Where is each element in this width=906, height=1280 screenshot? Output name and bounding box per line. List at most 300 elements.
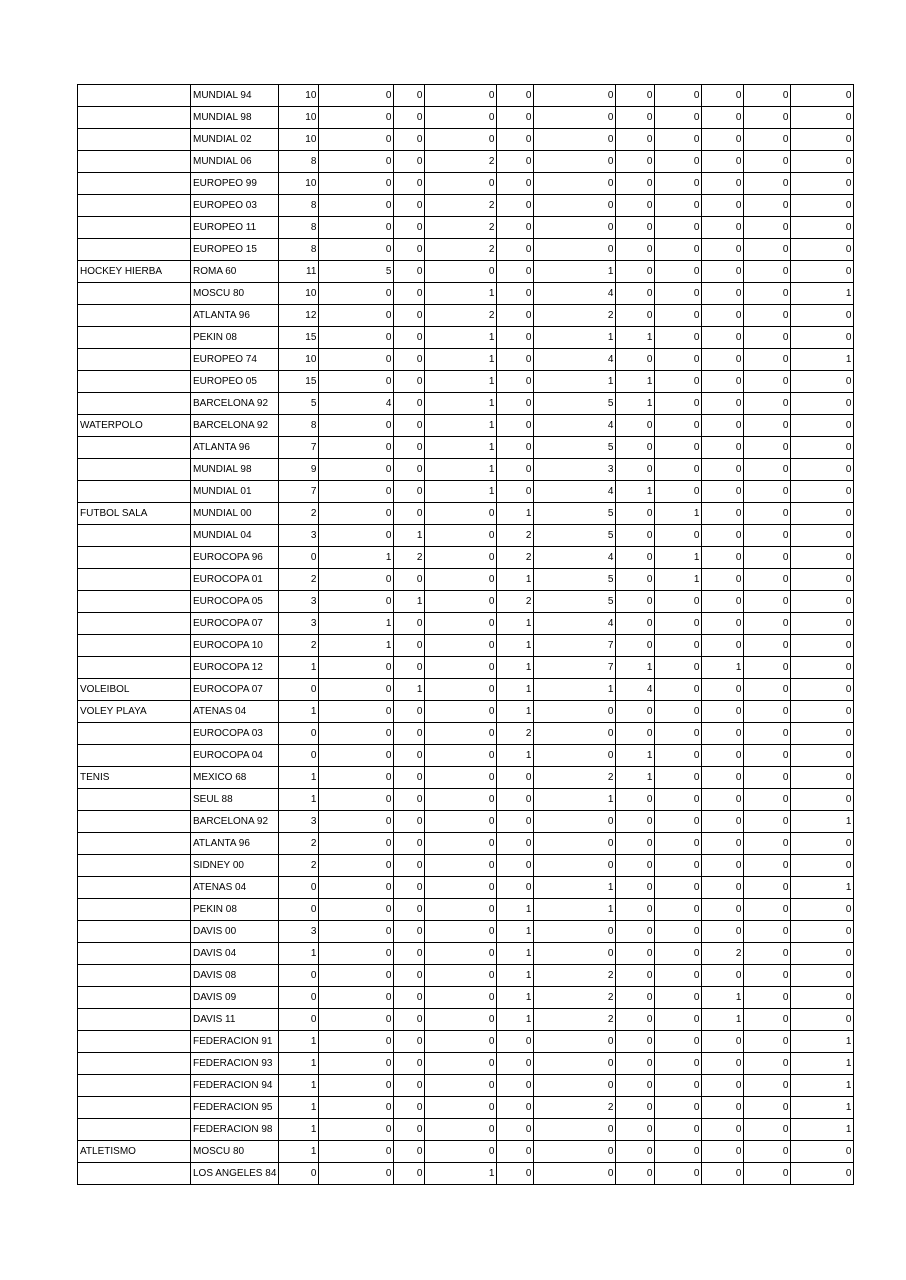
value-cell[interactable]: 0 xyxy=(655,349,702,371)
value-cell[interactable]: 0 xyxy=(497,85,534,107)
value-cell[interactable]: 1 xyxy=(394,525,425,547)
value-cell[interactable]: 0 xyxy=(655,1009,702,1031)
value-cell[interactable]: 3 xyxy=(279,921,319,943)
value-cell[interactable]: 0 xyxy=(791,327,854,349)
value-cell[interactable]: 0 xyxy=(744,283,791,305)
value-cell[interactable]: 5 xyxy=(534,393,616,415)
value-cell[interactable]: 0 xyxy=(655,217,702,239)
value-cell[interactable]: 0 xyxy=(319,283,394,305)
event-cell[interactable]: EUROCOPA 01 xyxy=(191,569,279,591)
value-cell[interactable]: 0 xyxy=(791,261,854,283)
value-cell[interactable]: 0 xyxy=(616,195,655,217)
sport-cell[interactable]: WATERPOLO xyxy=(78,415,191,437)
sport-cell[interactable] xyxy=(78,899,191,921)
value-cell[interactable]: 0 xyxy=(791,701,854,723)
value-cell[interactable]: 0 xyxy=(791,1141,854,1163)
value-cell[interactable]: 0 xyxy=(791,965,854,987)
value-cell[interactable]: 0 xyxy=(534,701,616,723)
value-cell[interactable]: 0 xyxy=(702,349,744,371)
value-cell[interactable]: 0 xyxy=(744,239,791,261)
value-cell[interactable]: 0 xyxy=(616,965,655,987)
sport-cell[interactable] xyxy=(78,657,191,679)
value-cell[interactable]: 0 xyxy=(702,1075,744,1097)
value-cell[interactable]: 0 xyxy=(534,745,616,767)
value-cell[interactable]: 0 xyxy=(425,569,497,591)
value-cell[interactable]: 0 xyxy=(791,393,854,415)
sport-cell[interactable] xyxy=(78,1075,191,1097)
value-cell[interactable]: 0 xyxy=(394,657,425,679)
value-cell[interactable]: 0 xyxy=(394,1141,425,1163)
value-cell[interactable]: 1 xyxy=(279,943,319,965)
value-cell[interactable]: 0 xyxy=(702,129,744,151)
value-cell[interactable]: 1 xyxy=(497,921,534,943)
value-cell[interactable]: 15 xyxy=(279,371,319,393)
value-cell[interactable]: 0 xyxy=(497,195,534,217)
sport-cell[interactable] xyxy=(78,481,191,503)
event-cell[interactable]: SEUL 88 xyxy=(191,789,279,811)
value-cell[interactable]: 0 xyxy=(702,173,744,195)
value-cell[interactable]: 0 xyxy=(655,943,702,965)
value-cell[interactable]: 5 xyxy=(534,525,616,547)
sport-cell[interactable] xyxy=(78,1009,191,1031)
value-cell[interactable]: 0 xyxy=(534,1141,616,1163)
value-cell[interactable]: 0 xyxy=(319,701,394,723)
event-cell[interactable]: EUROCOPA 10 xyxy=(191,635,279,657)
event-cell[interactable]: PEKIN 08 xyxy=(191,899,279,921)
event-cell[interactable]: MEXICO 68 xyxy=(191,767,279,789)
value-cell[interactable]: 2 xyxy=(279,635,319,657)
event-cell[interactable]: EUROCOPA 05 xyxy=(191,591,279,613)
value-cell[interactable]: 0 xyxy=(744,811,791,833)
value-cell[interactable]: 0 xyxy=(655,261,702,283)
value-cell[interactable]: 0 xyxy=(616,283,655,305)
value-cell[interactable]: 0 xyxy=(319,987,394,1009)
value-cell[interactable]: 0 xyxy=(791,459,854,481)
sport-cell[interactable] xyxy=(78,635,191,657)
sport-cell[interactable] xyxy=(78,921,191,943)
value-cell[interactable]: 0 xyxy=(279,899,319,921)
value-cell[interactable]: 0 xyxy=(655,833,702,855)
value-cell[interactable]: 0 xyxy=(425,701,497,723)
value-cell[interactable]: 0 xyxy=(744,349,791,371)
value-cell[interactable]: 0 xyxy=(655,767,702,789)
value-cell[interactable]: 0 xyxy=(616,569,655,591)
value-cell[interactable]: 0 xyxy=(394,129,425,151)
value-cell[interactable]: 1 xyxy=(425,415,497,437)
sport-cell[interactable] xyxy=(78,943,191,965)
value-cell[interactable]: 4 xyxy=(534,415,616,437)
value-cell[interactable]: 10 xyxy=(279,107,319,129)
value-cell[interactable]: 0 xyxy=(702,107,744,129)
value-cell[interactable]: 0 xyxy=(425,811,497,833)
value-cell[interactable]: 0 xyxy=(394,415,425,437)
value-cell[interactable]: 0 xyxy=(744,701,791,723)
value-cell[interactable]: 0 xyxy=(744,503,791,525)
value-cell[interactable]: 0 xyxy=(425,921,497,943)
value-cell[interactable]: 0 xyxy=(702,459,744,481)
value-cell[interactable]: 0 xyxy=(744,525,791,547)
value-cell[interactable]: 0 xyxy=(791,305,854,327)
value-cell[interactable]: 0 xyxy=(791,1009,854,1031)
value-cell[interactable]: 1 xyxy=(534,789,616,811)
value-cell[interactable]: 0 xyxy=(394,899,425,921)
value-cell[interactable]: 2 xyxy=(394,547,425,569)
value-cell[interactable]: 0 xyxy=(791,547,854,569)
sport-cell[interactable] xyxy=(78,195,191,217)
value-cell[interactable]: 1 xyxy=(319,547,394,569)
sport-cell[interactable] xyxy=(78,965,191,987)
sport-cell[interactable] xyxy=(78,1053,191,1075)
value-cell[interactable]: 0 xyxy=(319,107,394,129)
event-cell[interactable]: BARCELONA 92 xyxy=(191,415,279,437)
value-cell[interactable]: 0 xyxy=(791,525,854,547)
value-cell[interactable]: 0 xyxy=(394,855,425,877)
value-cell[interactable]: 5 xyxy=(534,569,616,591)
value-cell[interactable]: 0 xyxy=(791,899,854,921)
value-cell[interactable]: 0 xyxy=(744,569,791,591)
event-cell[interactable]: EUROPEO 99 xyxy=(191,173,279,195)
value-cell[interactable]: 4 xyxy=(534,283,616,305)
value-cell[interactable]: 0 xyxy=(744,987,791,1009)
value-cell[interactable]: 0 xyxy=(497,1097,534,1119)
value-cell[interactable]: 0 xyxy=(655,657,702,679)
value-cell[interactable]: 10 xyxy=(279,173,319,195)
value-cell[interactable]: 0 xyxy=(744,129,791,151)
value-cell[interactable]: 0 xyxy=(655,1053,702,1075)
value-cell[interactable]: 0 xyxy=(425,657,497,679)
value-cell[interactable]: 0 xyxy=(791,833,854,855)
value-cell[interactable]: 0 xyxy=(655,481,702,503)
value-cell[interactable]: 0 xyxy=(319,305,394,327)
value-cell[interactable]: 1 xyxy=(497,503,534,525)
sport-cell[interactable] xyxy=(78,987,191,1009)
value-cell[interactable]: 1 xyxy=(279,701,319,723)
value-cell[interactable]: 2 xyxy=(534,767,616,789)
value-cell[interactable]: 0 xyxy=(655,723,702,745)
event-cell[interactable]: FEDERACION 91 xyxy=(191,1031,279,1053)
value-cell[interactable]: 0 xyxy=(616,855,655,877)
value-cell[interactable]: 0 xyxy=(655,635,702,657)
value-cell[interactable]: 0 xyxy=(425,723,497,745)
value-cell[interactable]: 0 xyxy=(744,547,791,569)
value-cell[interactable]: 1 xyxy=(702,987,744,1009)
value-cell[interactable]: 0 xyxy=(702,723,744,745)
value-cell[interactable]: 0 xyxy=(702,481,744,503)
value-cell[interactable]: 0 xyxy=(425,1031,497,1053)
value-cell[interactable]: 0 xyxy=(702,701,744,723)
value-cell[interactable]: 0 xyxy=(394,503,425,525)
event-cell[interactable]: FEDERACION 93 xyxy=(191,1053,279,1075)
value-cell[interactable]: 0 xyxy=(425,1097,497,1119)
value-cell[interactable]: 0 xyxy=(497,877,534,899)
value-cell[interactable]: 0 xyxy=(655,1075,702,1097)
value-cell[interactable]: 1 xyxy=(791,1097,854,1119)
value-cell[interactable]: 0 xyxy=(702,877,744,899)
value-cell[interactable]: 2 xyxy=(425,217,497,239)
value-cell[interactable]: 0 xyxy=(394,173,425,195)
value-cell[interactable]: 0 xyxy=(616,1119,655,1141)
value-cell[interactable]: 0 xyxy=(319,657,394,679)
value-cell[interactable]: 0 xyxy=(394,1031,425,1053)
value-cell[interactable]: 0 xyxy=(702,1031,744,1053)
value-cell[interactable]: 1 xyxy=(497,613,534,635)
value-cell[interactable]: 0 xyxy=(425,745,497,767)
value-cell[interactable]: 0 xyxy=(394,217,425,239)
event-cell[interactable]: EUROCOPA 04 xyxy=(191,745,279,767)
value-cell[interactable]: 0 xyxy=(425,635,497,657)
event-cell[interactable]: EUROCOPA 12 xyxy=(191,657,279,679)
value-cell[interactable]: 1 xyxy=(616,393,655,415)
value-cell[interactable]: 1 xyxy=(791,811,854,833)
value-cell[interactable]: 0 xyxy=(394,701,425,723)
event-cell[interactable]: ATENAS 04 xyxy=(191,701,279,723)
value-cell[interactable]: 4 xyxy=(534,481,616,503)
value-cell[interactable]: 0 xyxy=(319,679,394,701)
value-cell[interactable]: 3 xyxy=(534,459,616,481)
sport-cell[interactable] xyxy=(78,437,191,459)
value-cell[interactable]: 0 xyxy=(655,613,702,635)
value-cell[interactable]: 0 xyxy=(319,459,394,481)
sport-cell[interactable]: VOLEIBOL xyxy=(78,679,191,701)
value-cell[interactable]: 1 xyxy=(616,371,655,393)
value-cell[interactable]: 0 xyxy=(534,1075,616,1097)
event-cell[interactable]: BARCELONA 92 xyxy=(191,393,279,415)
value-cell[interactable]: 0 xyxy=(425,943,497,965)
value-cell[interactable]: 1 xyxy=(279,1031,319,1053)
sport-cell[interactable] xyxy=(78,525,191,547)
value-cell[interactable]: 0 xyxy=(702,393,744,415)
value-cell[interactable]: 1 xyxy=(791,1119,854,1141)
value-cell[interactable]: 0 xyxy=(497,393,534,415)
value-cell[interactable]: 1 xyxy=(534,679,616,701)
value-cell[interactable]: 0 xyxy=(616,151,655,173)
value-cell[interactable]: 0 xyxy=(744,635,791,657)
value-cell[interactable]: 0 xyxy=(791,481,854,503)
value-cell[interactable]: 0 xyxy=(394,349,425,371)
value-cell[interactable]: 7 xyxy=(279,437,319,459)
value-cell[interactable]: 10 xyxy=(279,283,319,305)
value-cell[interactable]: 0 xyxy=(616,261,655,283)
value-cell[interactable]: 0 xyxy=(744,591,791,613)
value-cell[interactable]: 0 xyxy=(394,239,425,261)
sport-cell[interactable] xyxy=(78,547,191,569)
value-cell[interactable]: 0 xyxy=(791,767,854,789)
value-cell[interactable]: 10 xyxy=(279,349,319,371)
value-cell[interactable]: 0 xyxy=(319,239,394,261)
sport-cell[interactable] xyxy=(78,811,191,833)
value-cell[interactable]: 1 xyxy=(534,371,616,393)
value-cell[interactable]: 0 xyxy=(319,1141,394,1163)
value-cell[interactable]: 0 xyxy=(744,657,791,679)
value-cell[interactable]: 1 xyxy=(655,547,702,569)
value-cell[interactable]: 0 xyxy=(702,1119,744,1141)
value-cell[interactable]: 0 xyxy=(702,327,744,349)
value-cell[interactable]: 0 xyxy=(425,547,497,569)
event-cell[interactable]: DAVIS 11 xyxy=(191,1009,279,1031)
value-cell[interactable]: 0 xyxy=(425,1141,497,1163)
value-cell[interactable]: 0 xyxy=(791,217,854,239)
event-cell[interactable]: FEDERACION 95 xyxy=(191,1097,279,1119)
value-cell[interactable]: 0 xyxy=(702,151,744,173)
value-cell[interactable]: 0 xyxy=(497,239,534,261)
value-cell[interactable]: 0 xyxy=(744,745,791,767)
value-cell[interactable]: 0 xyxy=(534,1119,616,1141)
value-cell[interactable]: 0 xyxy=(791,679,854,701)
value-cell[interactable]: 1 xyxy=(279,1097,319,1119)
value-cell[interactable]: 5 xyxy=(319,261,394,283)
sport-cell[interactable]: VOLEY PLAYA xyxy=(78,701,191,723)
value-cell[interactable]: 1 xyxy=(497,569,534,591)
value-cell[interactable]: 0 xyxy=(791,1163,854,1185)
event-cell[interactable]: ROMA 60 xyxy=(191,261,279,283)
event-cell[interactable]: EUROCOPA 96 xyxy=(191,547,279,569)
value-cell[interactable]: 0 xyxy=(744,855,791,877)
value-cell[interactable]: 0 xyxy=(319,921,394,943)
value-cell[interactable]: 0 xyxy=(791,151,854,173)
sport-cell[interactable] xyxy=(78,85,191,107)
value-cell[interactable]: 0 xyxy=(497,261,534,283)
value-cell[interactable]: 0 xyxy=(319,811,394,833)
value-cell[interactable]: 0 xyxy=(616,877,655,899)
value-cell[interactable]: 0 xyxy=(394,943,425,965)
value-cell[interactable]: 0 xyxy=(702,679,744,701)
value-cell[interactable]: 0 xyxy=(319,437,394,459)
sport-cell[interactable] xyxy=(78,239,191,261)
value-cell[interactable]: 0 xyxy=(702,217,744,239)
value-cell[interactable]: 0 xyxy=(744,877,791,899)
event-cell[interactable]: MOSCU 80 xyxy=(191,283,279,305)
value-cell[interactable]: 0 xyxy=(616,1163,655,1185)
value-cell[interactable]: 2 xyxy=(534,305,616,327)
value-cell[interactable]: 0 xyxy=(744,195,791,217)
value-cell[interactable]: 0 xyxy=(319,217,394,239)
value-cell[interactable]: 0 xyxy=(425,767,497,789)
value-cell[interactable]: 1 xyxy=(279,789,319,811)
event-cell[interactable]: MUNDIAL 04 xyxy=(191,525,279,547)
value-cell[interactable]: 0 xyxy=(497,173,534,195)
value-cell[interactable]: 0 xyxy=(279,679,319,701)
value-cell[interactable]: 0 xyxy=(744,1009,791,1031)
value-cell[interactable]: 0 xyxy=(425,1119,497,1141)
value-cell[interactable]: 8 xyxy=(279,239,319,261)
value-cell[interactable]: 0 xyxy=(791,855,854,877)
value-cell[interactable]: 0 xyxy=(319,1097,394,1119)
value-cell[interactable]: 1 xyxy=(497,899,534,921)
value-cell[interactable]: 3 xyxy=(279,613,319,635)
value-cell[interactable]: 0 xyxy=(279,877,319,899)
event-cell[interactable]: SIDNEY 00 xyxy=(191,855,279,877)
value-cell[interactable]: 0 xyxy=(616,723,655,745)
value-cell[interactable]: 0 xyxy=(702,85,744,107)
value-cell[interactable]: 0 xyxy=(534,921,616,943)
sport-cell[interactable] xyxy=(78,305,191,327)
value-cell[interactable]: 0 xyxy=(534,811,616,833)
value-cell[interactable]: 0 xyxy=(616,85,655,107)
value-cell[interactable]: 0 xyxy=(616,547,655,569)
value-cell[interactable]: 0 xyxy=(702,855,744,877)
value-cell[interactable]: 0 xyxy=(616,833,655,855)
event-cell[interactable]: EUROPEO 05 xyxy=(191,371,279,393)
value-cell[interactable]: 0 xyxy=(702,789,744,811)
value-cell[interactable]: 0 xyxy=(497,789,534,811)
event-cell[interactable]: MUNDIAL 01 xyxy=(191,481,279,503)
event-cell[interactable]: ATLANTA 96 xyxy=(191,833,279,855)
value-cell[interactable]: 0 xyxy=(319,767,394,789)
value-cell[interactable]: 0 xyxy=(425,855,497,877)
value-cell[interactable]: 1 xyxy=(497,679,534,701)
value-cell[interactable]: 0 xyxy=(655,129,702,151)
value-cell[interactable]: 0 xyxy=(616,789,655,811)
value-cell[interactable]: 1 xyxy=(791,283,854,305)
value-cell[interactable]: 0 xyxy=(655,459,702,481)
value-cell[interactable]: 1 xyxy=(279,1053,319,1075)
value-cell[interactable]: 0 xyxy=(616,1141,655,1163)
value-cell[interactable]: 0 xyxy=(702,1097,744,1119)
value-cell[interactable]: 0 xyxy=(394,1119,425,1141)
value-cell[interactable]: 0 xyxy=(425,833,497,855)
value-cell[interactable]: 0 xyxy=(655,371,702,393)
value-cell[interactable]: 0 xyxy=(534,833,616,855)
value-cell[interactable]: 0 xyxy=(425,899,497,921)
value-cell[interactable]: 0 xyxy=(425,1075,497,1097)
value-cell[interactable]: 5 xyxy=(534,503,616,525)
value-cell[interactable]: 0 xyxy=(791,173,854,195)
value-cell[interactable]: 0 xyxy=(655,1031,702,1053)
value-cell[interactable]: 0 xyxy=(497,1141,534,1163)
value-cell[interactable]: 1 xyxy=(425,459,497,481)
value-cell[interactable]: 0 xyxy=(744,107,791,129)
sport-cell[interactable] xyxy=(78,173,191,195)
value-cell[interactable]: 0 xyxy=(279,745,319,767)
value-cell[interactable]: 0 xyxy=(534,855,616,877)
event-cell[interactable]: ATENAS 04 xyxy=(191,877,279,899)
value-cell[interactable]: 0 xyxy=(744,1075,791,1097)
value-cell[interactable]: 0 xyxy=(655,965,702,987)
value-cell[interactable]: 0 xyxy=(791,635,854,657)
value-cell[interactable]: 0 xyxy=(497,1119,534,1141)
value-cell[interactable]: 1 xyxy=(279,1119,319,1141)
value-cell[interactable]: 0 xyxy=(702,371,744,393)
value-cell[interactable]: 0 xyxy=(655,437,702,459)
value-cell[interactable]: 0 xyxy=(702,283,744,305)
value-cell[interactable]: 1 xyxy=(791,1053,854,1075)
value-cell[interactable]: 0 xyxy=(655,195,702,217)
sport-cell[interactable] xyxy=(78,129,191,151)
value-cell[interactable]: 0 xyxy=(534,129,616,151)
value-cell[interactable]: 0 xyxy=(534,1053,616,1075)
value-cell[interactable]: 2 xyxy=(534,965,616,987)
sport-cell[interactable] xyxy=(78,789,191,811)
value-cell[interactable]: 0 xyxy=(319,943,394,965)
value-cell[interactable]: 0 xyxy=(655,789,702,811)
value-cell[interactable]: 0 xyxy=(616,1075,655,1097)
value-cell[interactable]: 0 xyxy=(702,569,744,591)
value-cell[interactable]: 0 xyxy=(497,129,534,151)
value-cell[interactable]: 0 xyxy=(744,943,791,965)
value-cell[interactable]: 0 xyxy=(655,1097,702,1119)
value-cell[interactable]: 0 xyxy=(394,1053,425,1075)
event-cell[interactable]: MUNDIAL 98 xyxy=(191,107,279,129)
value-cell[interactable]: 0 xyxy=(655,899,702,921)
sport-cell[interactable] xyxy=(78,1119,191,1141)
value-cell[interactable]: 2 xyxy=(534,1009,616,1031)
value-cell[interactable]: 0 xyxy=(394,437,425,459)
value-cell[interactable]: 0 xyxy=(655,239,702,261)
sport-cell[interactable] xyxy=(78,1097,191,1119)
value-cell[interactable]: 0 xyxy=(655,305,702,327)
value-cell[interactable]: 0 xyxy=(394,261,425,283)
value-cell[interactable]: 2 xyxy=(279,503,319,525)
